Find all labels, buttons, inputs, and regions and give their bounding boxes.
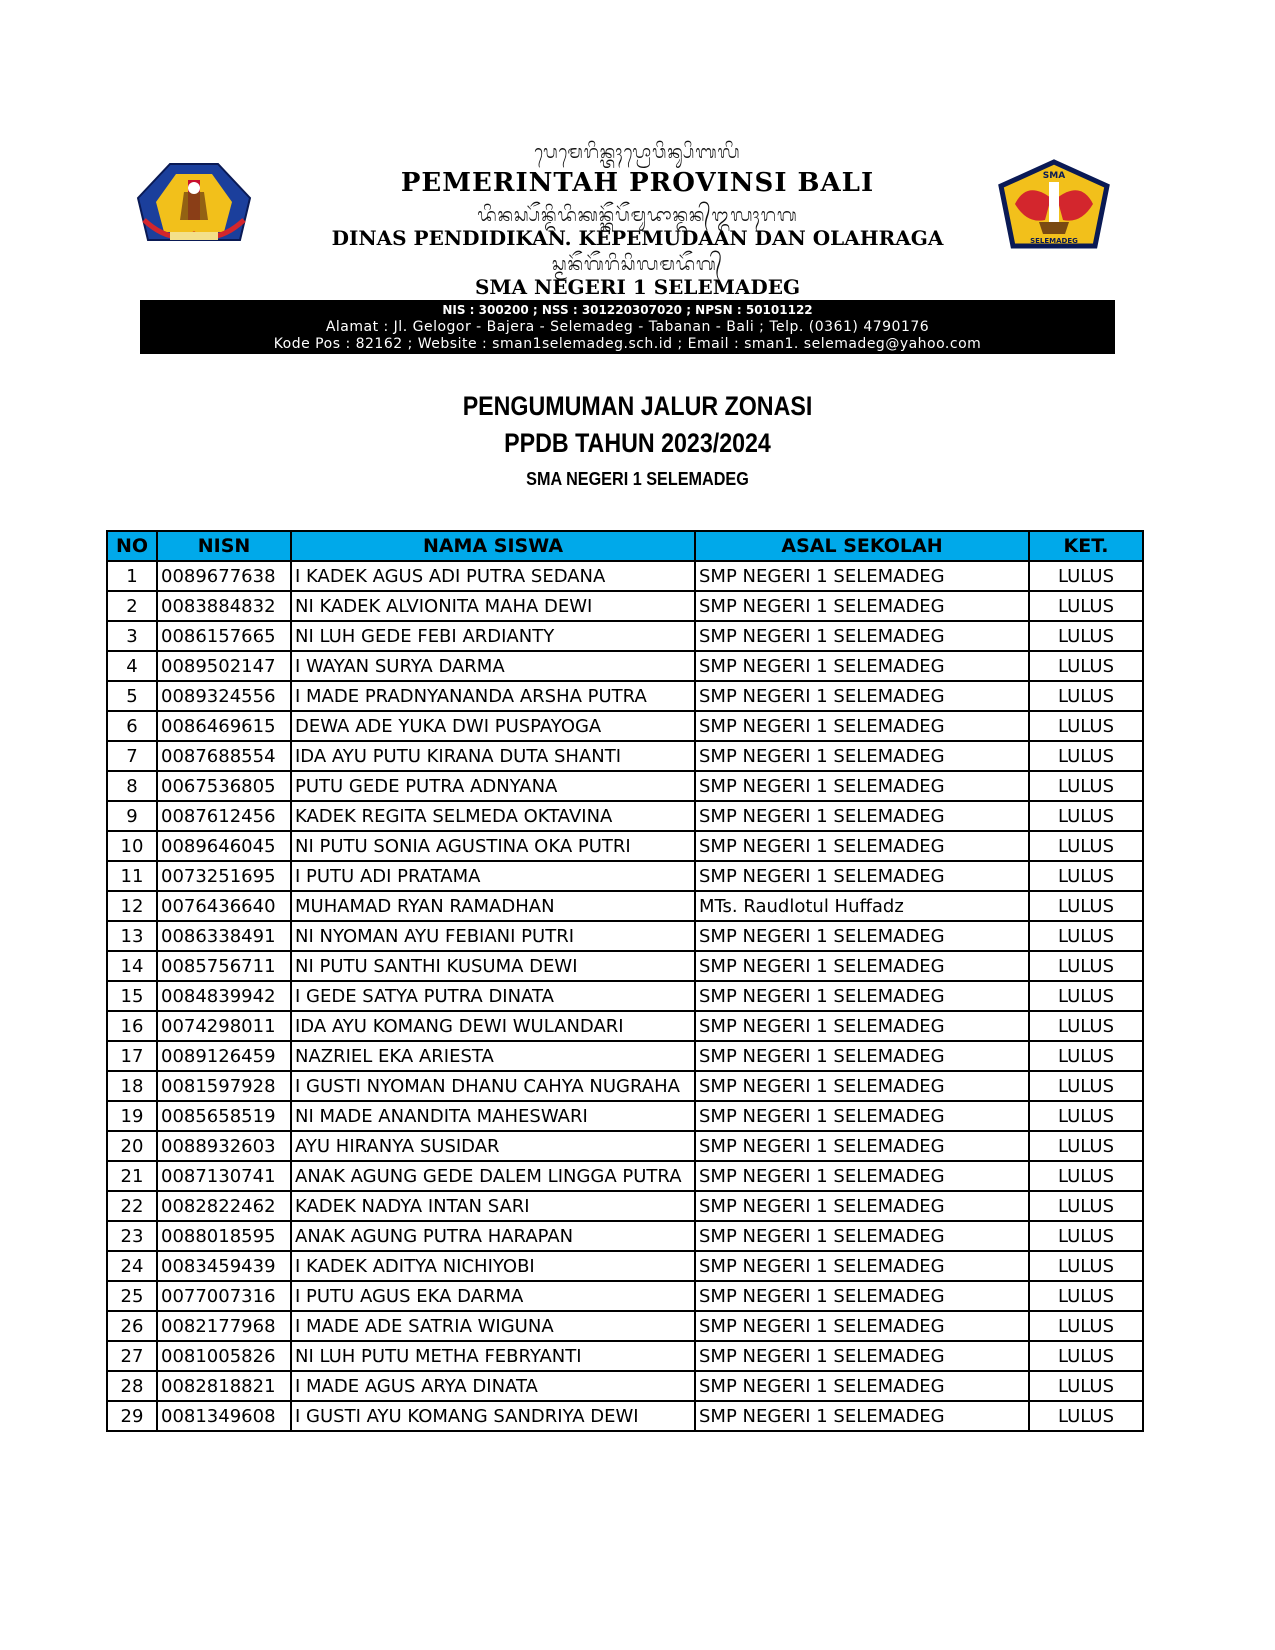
cell-status: LULUS [1029, 981, 1143, 1011]
cell-origin-school: SMP NEGERI 1 SELEMADEG [695, 1161, 1029, 1191]
balinese-script-line-3: ᬲ᭄ᬫᬦᭂᬕᭂᬭᬶᬲᬶᬮᬫᬤᭂᬕ᭄ [552, 254, 723, 275]
table-row [107, 681, 1143, 711]
cell-no: 18 [107, 1071, 157, 1101]
cell-origin-school: SMP NEGERI 1 SELEMADEG [695, 1041, 1029, 1071]
cell-origin-school: SMP NEGERI 1 SELEMADEG [695, 711, 1029, 741]
table-row [107, 921, 1143, 951]
table-row [107, 981, 1143, 1011]
cell-status: LULUS [1029, 591, 1143, 621]
table-row [107, 591, 1143, 621]
cell-nisn: 0067536805 [157, 771, 291, 801]
cell-nisn: 0086157665 [157, 621, 291, 651]
col-header-nama-siswa: NAMA SISWA [291, 531, 695, 561]
cell-status: LULUS [1029, 921, 1143, 951]
cell-no: 27 [107, 1341, 157, 1371]
cell-student-name: I MADE AGUS ARYA DINATA [291, 1371, 695, 1401]
cell-status: LULUS [1029, 1161, 1143, 1191]
table-row [107, 1161, 1143, 1191]
cell-no: 10 [107, 831, 157, 861]
cell-student-name: NI LUH PUTU METHA FEBRYANTI [291, 1341, 695, 1371]
cell-origin-school: SMP NEGERI 1 SELEMADEG [695, 741, 1029, 771]
letterhead-info-bar [140, 300, 1115, 354]
cell-nisn: 0081597928 [157, 1071, 291, 1101]
table-row [107, 651, 1143, 681]
cell-nisn: 0088932603 [157, 1131, 291, 1161]
cell-student-name: I KADEK AGUS ADI PUTRA SEDANA [291, 561, 695, 591]
cell-status: LULUS [1029, 951, 1143, 981]
cell-status: LULUS [1029, 771, 1143, 801]
cell-student-name: IDA AYU PUTU KIRANA DUTA SHANTI [291, 741, 695, 771]
cell-origin-school: SMP NEGERI 1 SELEMADEG [695, 1371, 1029, 1401]
table-row [107, 1371, 1143, 1401]
table-row [107, 1401, 1143, 1431]
table-row [107, 1251, 1143, 1281]
cell-status: LULUS [1029, 711, 1143, 741]
cell-origin-school: SMP NEGERI 1 SELEMADEG [695, 1131, 1029, 1161]
cell-student-name: KADEK REGITA SELMEDA OKTAVINA [291, 801, 695, 831]
cell-nisn: 0086338491 [157, 921, 291, 951]
table-row [107, 1011, 1143, 1041]
cell-origin-school: SMP NEGERI 1 SELEMADEG [695, 831, 1029, 861]
cell-origin-school: SMP NEGERI 1 SELEMADEG [695, 1101, 1029, 1131]
cell-student-name: ANAK AGUNG PUTRA HARAPAN [291, 1221, 695, 1251]
cell-nisn: 0084839942 [157, 981, 291, 1011]
cell-nisn: 0089324556 [157, 681, 291, 711]
cell-status: LULUS [1029, 831, 1143, 861]
cell-nisn: 0083884832 [157, 591, 291, 621]
cell-nisn: 0082818821 [157, 1371, 291, 1401]
cell-origin-school: SMP NEGERI 1 SELEMADEG [695, 591, 1029, 621]
cell-no: 24 [107, 1251, 157, 1281]
cell-student-name: I WAYAN SURYA DARMA [291, 651, 695, 681]
cell-student-name: I PUTU ADI PRATAMA [291, 861, 695, 891]
cell-nisn: 0081349608 [157, 1401, 291, 1431]
balinese-script-line-1: ᬧᬾᬫᬾᬭᬶᬦ᭄ᬢᬄᬧ᭄ᬭᭀᬯᬶᬦ᭄ᬲᬶᬩᬮᬶ [534, 142, 741, 163]
table-body [107, 561, 1143, 1431]
col-header-ket: KET. [1029, 531, 1143, 561]
table-row [107, 831, 1143, 861]
cell-student-name: I PUTU AGUS EKA DARMA [291, 1281, 695, 1311]
cell-no: 16 [107, 1011, 157, 1041]
cell-status: LULUS [1029, 561, 1143, 591]
cell-no: 26 [107, 1311, 157, 1341]
cell-status: LULUS [1029, 1251, 1143, 1281]
cell-no: 13 [107, 921, 157, 951]
cell-no: 15 [107, 981, 157, 1011]
results-table [106, 530, 1144, 1432]
table-row [107, 1341, 1143, 1371]
department-name: DINAS PENDIDIKAN. KEPEMUDAAN DAN OLAHRAGA [331, 226, 944, 250]
school-address: Alamat : Jl. Gelogor - Bajera - Selemadeg - Tabanan - Bali ; Telp. (0361) 4790176 [325, 319, 930, 335]
cell-status: LULUS [1029, 741, 1143, 771]
cell-origin-school: SMP NEGERI 1 SELEMADEG [695, 1401, 1029, 1431]
emblem-text-bottom: SELEMADEG [1030, 237, 1078, 245]
cell-nisn: 0089646045 [157, 831, 291, 861]
cell-origin-school: SMP NEGERI 1 SELEMADEG [695, 1071, 1029, 1101]
table-row [107, 1101, 1143, 1131]
cell-origin-school: MTs. Raudlotul Huffadz [695, 891, 1029, 921]
col-header-asal-sekolah: ASAL SEKOLAH [695, 531, 1029, 561]
cell-nisn: 0082177968 [157, 1311, 291, 1341]
cell-origin-school: SMP NEGERI 1 SELEMADEG [695, 1311, 1029, 1341]
cell-student-name: NI PUTU SONIA AGUSTINA OKA PUTRI [291, 831, 695, 861]
announcement-school: SMA NEGERI 1 SELEMADEG [526, 469, 749, 489]
table-row [107, 951, 1143, 981]
cell-nisn: 0086469615 [157, 711, 291, 741]
table-row [107, 1131, 1143, 1161]
announcement-title: PENGUMUMAN JALUR ZONASI [462, 391, 813, 421]
school-name: SMA NEGERI 1 SELEMADEG [474, 275, 801, 299]
cell-origin-school: SMP NEGERI 1 SELEMADEG [695, 1191, 1029, 1221]
cell-no: 21 [107, 1161, 157, 1191]
cell-no: 20 [107, 1131, 157, 1161]
cell-origin-school: SMP NEGERI 1 SELEMADEG [695, 861, 1029, 891]
cell-status: LULUS [1029, 1281, 1143, 1311]
col-header-no: NO [107, 531, 157, 561]
government-name: PEMERINTAH PROVINSI BALI [400, 168, 875, 198]
cell-student-name: ANAK AGUNG GEDE DALEM LINGGA PUTRA [291, 1161, 695, 1191]
cell-no: 2 [107, 591, 157, 621]
cell-origin-school: SMP NEGERI 1 SELEMADEG [695, 1221, 1029, 1251]
table-row [107, 621, 1143, 651]
cell-origin-school: SMP NEGERI 1 SELEMADEG [695, 1011, 1029, 1041]
table-row [107, 741, 1143, 771]
school-emblem-icon [995, 158, 1113, 250]
cell-no: 4 [107, 651, 157, 681]
table-row [107, 891, 1143, 921]
announcement-year: PPDB TAHUN 2023/2024 [504, 428, 771, 458]
cell-status: LULUS [1029, 1221, 1143, 1251]
cell-origin-school: SMP NEGERI 1 SELEMADEG [695, 951, 1029, 981]
cell-student-name: I MADE ADE SATRIA WIGUNA [291, 1311, 695, 1341]
cell-student-name: NI NYOMAN AYU FEBIANI PUTRI [291, 921, 695, 951]
cell-no: 1 [107, 561, 157, 591]
cell-no: 12 [107, 891, 157, 921]
emblem-text-top: SMA [1042, 171, 1066, 181]
cell-student-name: NI PUTU SANTHI KUSUMA DEWI [291, 951, 695, 981]
cell-no: 5 [107, 681, 157, 711]
cell-student-name: I GUSTI AYU KOMANG SANDRIYA DEWI [291, 1401, 695, 1431]
cell-origin-school: SMP NEGERI 1 SELEMADEG [695, 681, 1029, 711]
cell-student-name: KADEK NADYA INTAN SARI [291, 1191, 695, 1221]
cell-no: 6 [107, 711, 157, 741]
cell-nisn: 0089126459 [157, 1041, 291, 1071]
cell-status: LULUS [1029, 1071, 1143, 1101]
cell-status: LULUS [1029, 1131, 1143, 1161]
table-row [107, 711, 1143, 741]
table-row [107, 1221, 1143, 1251]
cell-status: LULUS [1029, 1191, 1143, 1221]
cell-no: 19 [107, 1101, 157, 1131]
cell-student-name: NI KADEK ALVIONITA MAHA DEWI [291, 591, 695, 621]
cell-status: LULUS [1029, 801, 1143, 831]
letterhead [0, 0, 1275, 360]
cell-student-name: NAZRIEL EKA ARIESTA [291, 1041, 695, 1071]
cell-no: 22 [107, 1191, 157, 1221]
cell-student-name: MUHAMAD RYAN RAMADHAN [291, 891, 695, 921]
cell-nisn: 0087612456 [157, 801, 291, 831]
cell-student-name: I GEDE SATYA PUTRA DINATA [291, 981, 695, 1011]
cell-no: 7 [107, 741, 157, 771]
cell-nisn: 0085756711 [157, 951, 291, 981]
cell-student-name: I KADEK ADITYA NICHIYOBI [291, 1251, 695, 1281]
school-contact: Kode Pos : 82162 ; Website : sman1selemadeg.sch.id ; Email : sman1. selemadeg@yahoo.com [273, 336, 982, 352]
cell-no: 29 [107, 1401, 157, 1431]
cell-no: 8 [107, 771, 157, 801]
cell-origin-school: SMP NEGERI 1 SELEMADEG [695, 621, 1029, 651]
cell-origin-school: SMP NEGERI 1 SELEMADEG [695, 561, 1029, 591]
cell-origin-school: SMP NEGERI 1 SELEMADEG [695, 801, 1029, 831]
col-header-nisn: NISN [157, 531, 291, 561]
cell-status: LULUS [1029, 681, 1143, 711]
table-row [107, 1281, 1143, 1311]
cell-status: LULUS [1029, 1371, 1143, 1401]
cell-student-name: NI MADE ANANDITA MAHESWARI [291, 1101, 695, 1131]
cell-student-name: I GUSTI NYOMAN DHANU CAHYA NUGRAHA [291, 1071, 695, 1101]
cell-nisn: 0089502147 [157, 651, 291, 681]
cell-nisn: 0073251695 [157, 861, 291, 891]
cell-no: 9 [107, 801, 157, 831]
table-row [107, 1191, 1143, 1221]
cell-status: LULUS [1029, 1311, 1143, 1341]
cell-student-name: PUTU GEDE PUTRA ADNYANA [291, 771, 695, 801]
cell-nisn: 0074298011 [157, 1011, 291, 1041]
table-row [107, 1041, 1143, 1071]
cell-nisn: 0087130741 [157, 1161, 291, 1191]
table-row [107, 1071, 1143, 1101]
cell-origin-school: SMP NEGERI 1 SELEMADEG [695, 1251, 1029, 1281]
table-header-row [107, 531, 1143, 561]
cell-student-name: I MADE PRADNYANANDA ARSHA PUTRA [291, 681, 695, 711]
cell-origin-school: SMP NEGERI 1 SELEMADEG [695, 981, 1029, 1011]
cell-no: 28 [107, 1371, 157, 1401]
cell-no: 11 [107, 861, 157, 891]
cell-status: LULUS [1029, 651, 1143, 681]
cell-nisn: 0089677638 [157, 561, 291, 591]
table-row [107, 861, 1143, 891]
cell-student-name: DEWA ADE YUKA DWI PUSPAYOGA [291, 711, 695, 741]
balinese-script-line-2: ᬤᬶᬦᬲ᭄ᬧᭂᬦ᭄ᬤᬶᬤᬶᬓᬦ᭄ᬓᭂᬧᭂᬫᬸᬤᬵᬦ᭄ᬤᬦ᭄ᬑᬮᬄᬭᬕ [477, 205, 798, 226]
cell-status: LULUS [1029, 861, 1143, 891]
cell-status: LULUS [1029, 621, 1143, 651]
cell-origin-school: SMP NEGERI 1 SELEMADEG [695, 921, 1029, 951]
table-row [107, 1311, 1143, 1341]
cell-student-name: NI LUH GEDE FEBI ARDIANTY [291, 621, 695, 651]
cell-no: 23 [107, 1221, 157, 1251]
cell-nisn: 0076436640 [157, 891, 291, 921]
table-row [107, 801, 1143, 831]
school-ids: NIS : 300200 ; NSS : 301220307020 ; NPSN : 50101122 [442, 303, 813, 317]
cell-nisn: 0082822462 [157, 1191, 291, 1221]
table-row [107, 771, 1143, 801]
cell-student-name: IDA AYU KOMANG DEWI WULANDARI [291, 1011, 695, 1041]
cell-nisn: 0087688554 [157, 741, 291, 771]
cell-status: LULUS [1029, 891, 1143, 921]
cell-status: LULUS [1029, 1401, 1143, 1431]
cell-origin-school: SMP NEGERI 1 SELEMADEG [695, 771, 1029, 801]
cell-nisn: 0088018595 [157, 1221, 291, 1251]
cell-student-name: AYU HIRANYA SUSIDAR [291, 1131, 695, 1161]
cell-nisn: 0085658519 [157, 1101, 291, 1131]
cell-origin-school: SMP NEGERI 1 SELEMADEG [695, 1281, 1029, 1311]
cell-no: 3 [107, 621, 157, 651]
cell-nisn: 0083459439 [157, 1251, 291, 1281]
cell-no: 25 [107, 1281, 157, 1311]
cell-nisn: 0081005826 [157, 1341, 291, 1371]
cell-status: LULUS [1029, 1341, 1143, 1371]
cell-origin-school: SMP NEGERI 1 SELEMADEG [695, 1341, 1029, 1371]
cell-nisn: 0077007316 [157, 1281, 291, 1311]
cell-status: LULUS [1029, 1011, 1143, 1041]
cell-status: LULUS [1029, 1041, 1143, 1071]
cell-origin-school: SMP NEGERI 1 SELEMADEG [695, 651, 1029, 681]
cell-status: LULUS [1029, 1101, 1143, 1131]
cell-no: 14 [107, 951, 157, 981]
cell-no: 17 [107, 1041, 157, 1071]
table-row [107, 561, 1143, 591]
